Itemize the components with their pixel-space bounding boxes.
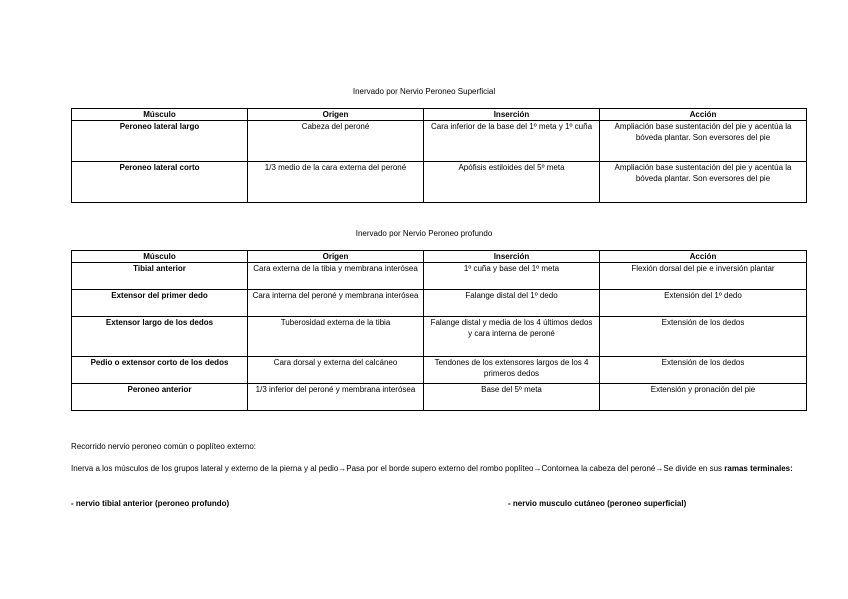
header-accion: Acción <box>600 109 807 121</box>
muscle-insertion: Falange distal del 1º dedo <box>424 290 600 317</box>
table-row <box>72 263 807 290</box>
muscle-name: Tibial anterior <box>72 263 248 290</box>
table-header-row <box>72 251 807 263</box>
muscle-insertion: Falange distal y media de los 4 últimos dedos y cara interna de peroné <box>424 317 600 357</box>
muscle-action: Ampliación base sustentación del pie y acentúa la bóveda plantar. Son eversores del pie <box>600 162 807 203</box>
muscle-insertion: Base del 5º meta <box>424 384 600 411</box>
superficial-nerve-table <box>71 108 807 203</box>
muscle-insertion: Tendones de los extensores largos de los 4 primeros dedos <box>424 357 600 384</box>
muscle-name: Extensor largo de los dedos <box>72 317 248 357</box>
muscle-action: Ampliación base sustentación del pie y acentúa la bóveda plantar. Son eversores del pie <box>600 121 807 162</box>
muscle-origin: Tuberosidad externa de la tibia <box>248 317 424 357</box>
branch-left: - nervio tibial anterior (peroneo profundo) <box>71 499 230 508</box>
muscle-name: Extensor del primer dedo <box>72 290 248 317</box>
header-musculo: Músculo <box>72 109 248 121</box>
route-end: : <box>790 464 793 473</box>
muscle-name: Peroneo lateral corto <box>72 162 248 203</box>
muscle-origin: Cara interna del peroné y membrana interósea <box>248 290 424 317</box>
muscle-action: Extensión del 1º dedo <box>600 290 807 317</box>
branch-right: - nervio musculo cutáneo (peroneo superficial) <box>508 499 687 508</box>
header-musculo: Músculo <box>72 251 248 263</box>
muscle-action: Extensión de los dedos <box>600 317 807 357</box>
muscle-origin: Cara externa de la tibia y membrana interósea <box>248 263 424 290</box>
table-row <box>72 357 807 384</box>
muscle-name: Pedio o extensor corto de los dedos <box>72 357 248 384</box>
muscle-origin: 1/3 medio de la cara externa del peroné <box>248 162 424 203</box>
table2-caption: Inervado por Nervio Peroneo profundo <box>355 229 493 238</box>
table-row <box>72 317 807 357</box>
deep-nerve-table <box>71 250 807 411</box>
muscle-origin: Cara dorsal y externa del calcáneo <box>248 357 424 384</box>
header-insercion: Inserción <box>424 109 600 121</box>
table-row <box>72 384 807 411</box>
muscle-action: Extensión y pronación del pie <box>600 384 807 411</box>
muscle-action: Extensión de los dedos <box>600 357 807 384</box>
route-body: Inerva a los músculos de los grupos lateral y externo de la pierna y al pedio→Pasa por el borde supero externo del rombo poplíteo→Contornea la cabeza del peroné→Se divide en sus <box>71 464 725 473</box>
table-row <box>72 162 807 203</box>
route-bold-term: ramas terminales <box>724 464 791 473</box>
muscle-name: Peroneo lateral largo <box>72 121 248 162</box>
table-row <box>72 121 807 162</box>
muscle-name: Peroneo anterior <box>72 384 248 411</box>
table-header-row <box>72 109 807 121</box>
route-title: Recorrido nervio peroneo común o poplíteo externo: <box>71 442 256 451</box>
muscle-origin: 1/3 inferior del peroné y membrana interósea <box>248 384 424 411</box>
table-row <box>72 290 807 317</box>
header-insercion: Inserción <box>424 251 600 263</box>
table1-caption: Inervado por Nervio Peroneo Superficial <box>352 87 496 96</box>
header-origen: Origen <box>248 251 424 263</box>
muscle-action: Flexión dorsal del pie e inversión plantar <box>600 263 807 290</box>
route-description <box>71 462 811 475</box>
muscle-insertion: Cara inferior de la base del 1º meta y 1º cuña <box>424 121 600 162</box>
muscle-origin: Cabeza del peroné <box>248 121 424 162</box>
header-origen: Origen <box>248 109 424 121</box>
header-accion: Acción <box>600 251 807 263</box>
muscle-insertion: Apófisis estiloides del 5º meta <box>424 162 600 203</box>
muscle-insertion: 1º cuña y base del 1º meta <box>424 263 600 290</box>
